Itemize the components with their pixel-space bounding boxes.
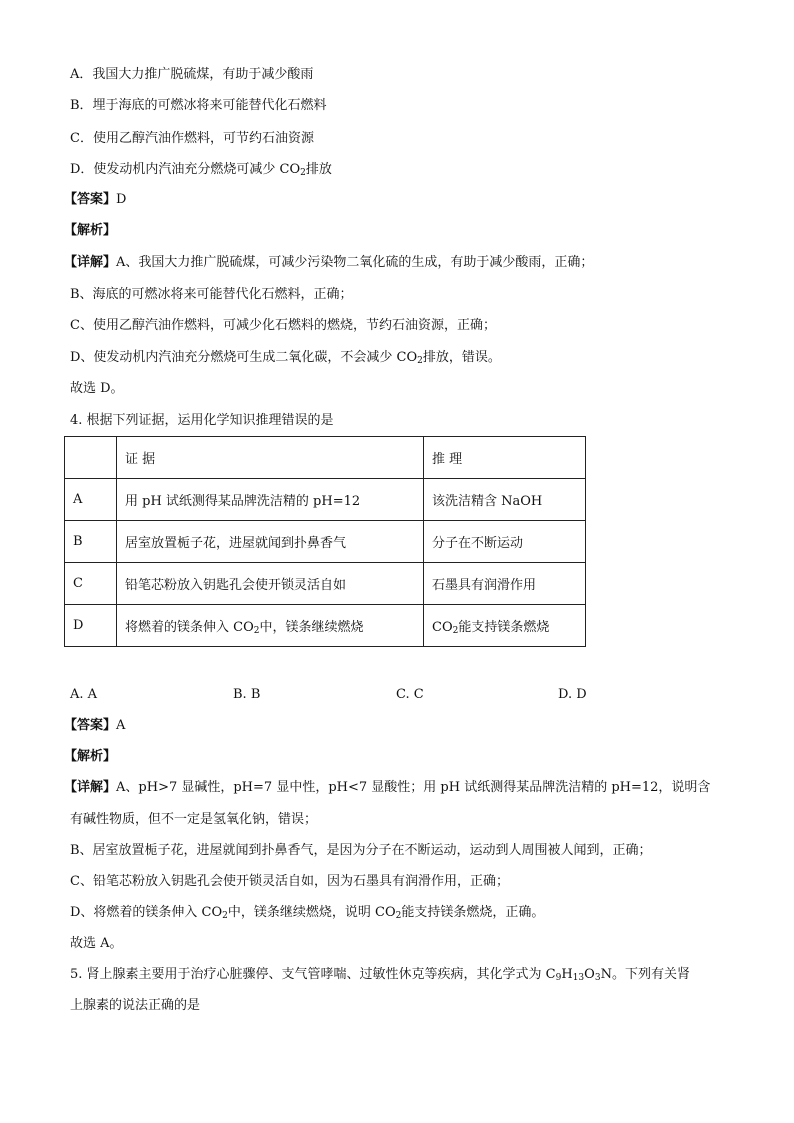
q4-detail-b: B、居室放置栀子花，进屋就闻到扑鼻香气，是因为分子在不断运动，运动到人周围被人闻到，正确； [70, 843, 652, 858]
q4-detail-a: 【详解】A、pH>7 显碱性，pH=7 显中性，pH<7 显酸性；用 pH 试纸测得某品牌洗洁精的 pH=12，说明含 [64, 780, 711, 795]
table-header-blank [65, 437, 117, 479]
q4-option-b: B. B [233, 687, 261, 702]
q5-stem-line1: 5. 肾上腺素主要用于治疗心脏骤停、支气管哮喘、过敏性休克等疾病，其化学式为 $C_9H_{13}O_3N$。下列有关肾 [70, 967, 690, 983]
q3-option-a: A．我国大力推广脱硫煤，有助于减少酸雨 [70, 67, 314, 82]
q4-conclusion: 故选 A。 [70, 936, 123, 951]
q4-option-a: A. A [70, 687, 98, 702]
row-evidence: 铅笔芯粉放入钥匙孔会使开锁灵活自如 [117, 563, 424, 605]
row-evidence: 用 pH 试纸测得某品牌洗洁精的 pH=12 [117, 479, 424, 521]
q3-option-c: C．使用乙醇汽油作燃料，可节约石油资源 [70, 131, 314, 146]
row-evidence: 将燃着的镁条伸入 $CO_2$中，镁条继续燃烧 [117, 605, 424, 647]
q3-detail-b: B、海底的可燃冰将来可能替代化石燃料，正确； [70, 287, 353, 302]
q3-option-b: B．埋于海底的可燃冰将来可能替代化石燃料 [70, 98, 327, 113]
q4-option-c: C. C [396, 687, 424, 702]
q3-detail-c: C、使用乙醇汽油作燃料，可减少化石燃料的燃烧，节约石油资源，正确； [70, 318, 496, 333]
row-inference: 该洗洁精含 NaOH [424, 479, 586, 521]
evidence-table [64, 436, 586, 647]
row-inference: $CO_2$能支持镁条燃烧 [424, 605, 586, 647]
table-row [65, 605, 586, 647]
row-inference: 分子在不断运动 [424, 521, 586, 563]
q3-option-d: D．使发动机内汽油充分燃烧可减少 $CO_2$排放 [70, 162, 332, 178]
q3-detail-d: D、使发动机内汽油充分燃烧可生成二氧化碳，不会减少 $CO_2$排放，错误。 [70, 350, 501, 366]
q4-analysis-heading: 【解析】 [64, 749, 117, 764]
table-row [65, 563, 586, 605]
q4-detail-d: D、将燃着的镁条伸入 $CO_2$中，镁条继续燃烧，说明 $CO_2$能支持镁条燃烧，正确。 [70, 905, 545, 921]
table-header-evidence: 证 据 [117, 437, 424, 479]
row-inference: 石墨具有润滑作用 [424, 563, 586, 605]
q4-answer: 【答案】A [64, 718, 126, 733]
q3-answer: 【答案】D [64, 192, 127, 207]
table-row [65, 521, 586, 563]
q4-stem: 4. 根据下列证据，运用化学知识推理错误的是 [70, 413, 334, 428]
table-header-inference: 推 理 [424, 437, 586, 479]
row-label: B [65, 521, 117, 563]
q3-detail-a: 【详解】A、我国大力推广脱硫煤，可减少污染物二氧化硫的生成，有助于减少酸雨，正确； [64, 255, 594, 270]
row-label: D [65, 605, 117, 647]
row-label: A [65, 479, 117, 521]
q4-option-d: D. D [558, 687, 587, 702]
table-row [65, 479, 586, 521]
row-label: C [65, 563, 117, 605]
table-header-row [65, 437, 586, 479]
q4-detail-c: C、铅笔芯粉放入钥匙孔会使开锁灵活自如，因为石墨具有润滑作用，正确； [70, 874, 509, 889]
q5-stem-line2: 上腺素的说法正确的是 [70, 998, 201, 1013]
q4-detail-a-cont: 有碱性物质，但不一定是氢氧化钠，错误； [70, 812, 318, 827]
q3-conclusion: 故选 D。 [70, 381, 124, 396]
row-evidence: 居室放置栀子花，进屋就闻到扑鼻香气 [117, 521, 424, 563]
q3-analysis-heading: 【解析】 [64, 223, 117, 238]
